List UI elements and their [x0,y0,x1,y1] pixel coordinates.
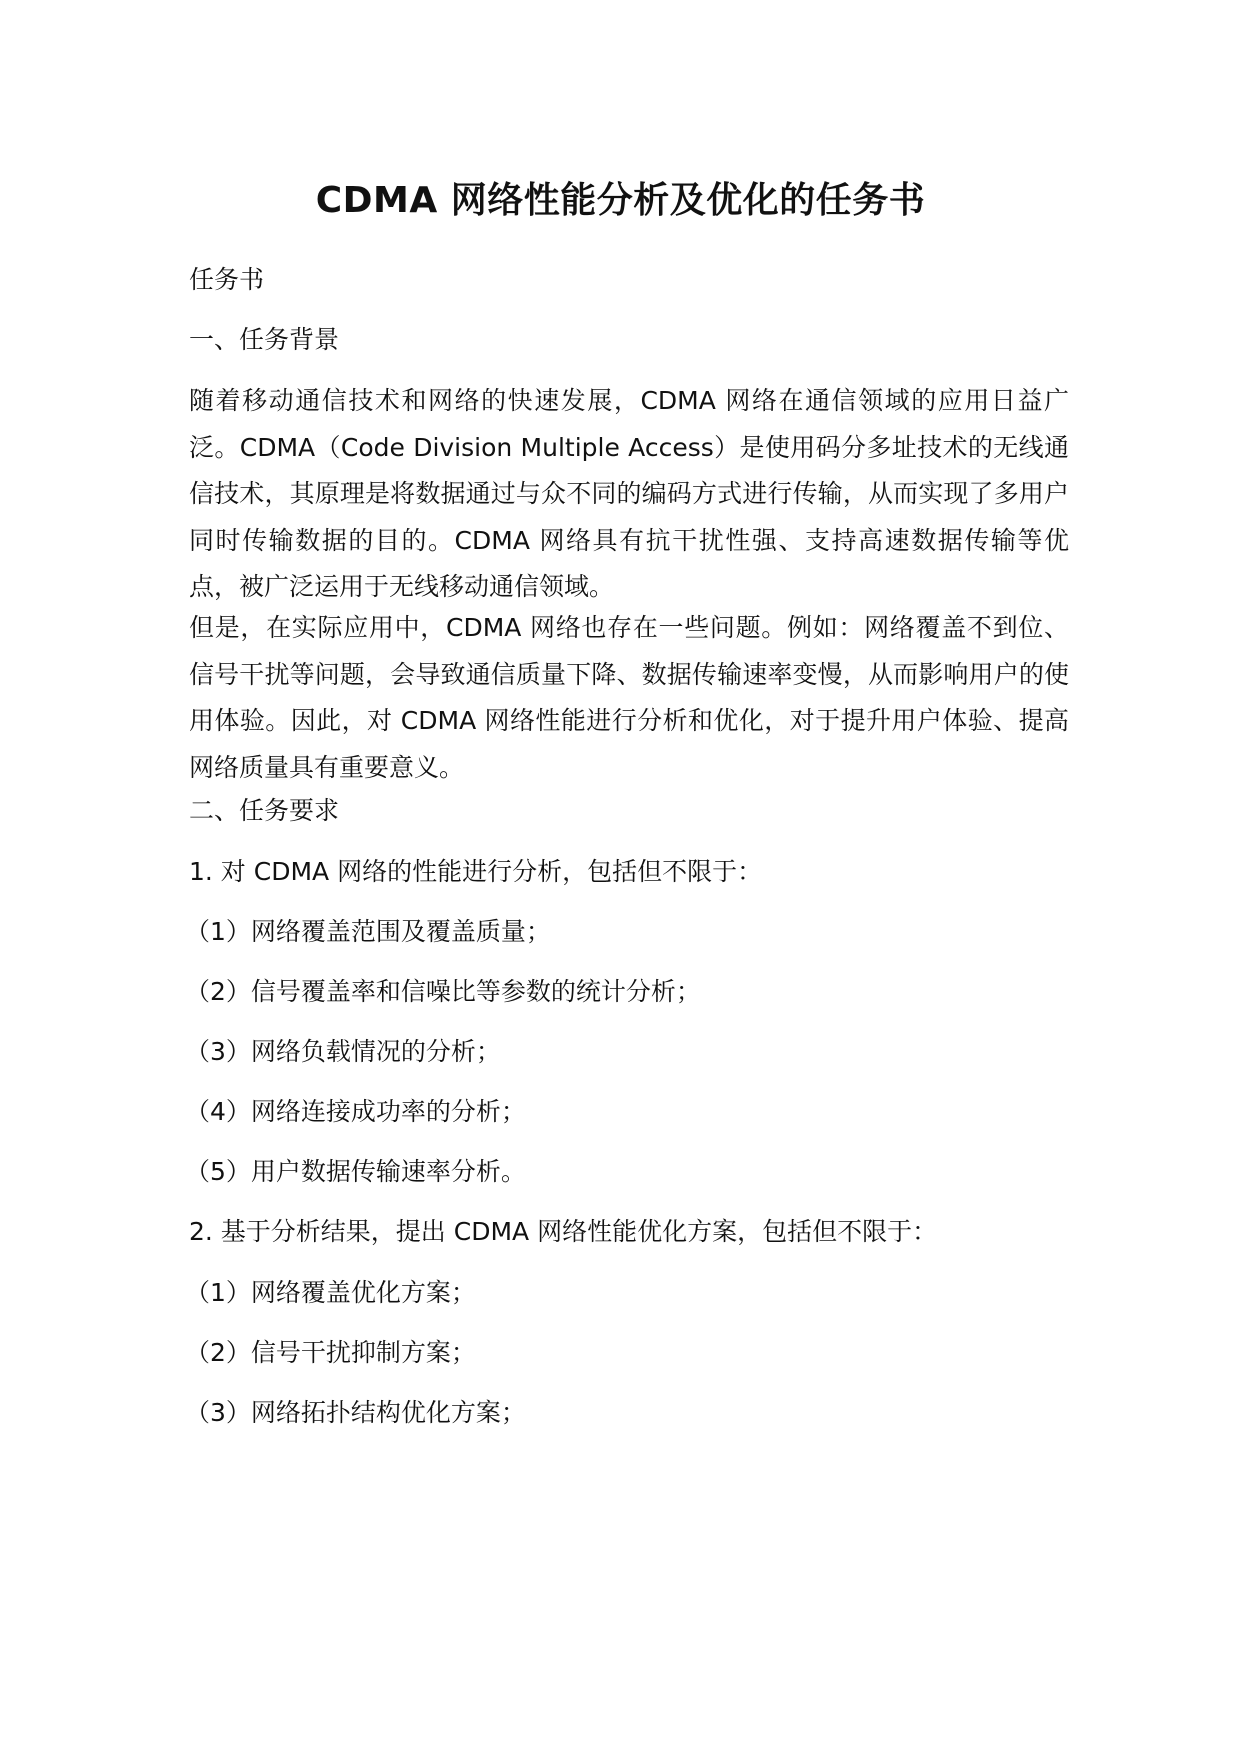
requirement-1-item: （4）网络连接成功率的分析； [185,1097,526,1126]
section-heading-requirements: 二、任务要求 [189,796,340,825]
section-heading-background: 一、任务背景 [189,325,340,354]
background-paragraph-1: 随着移动通信技术和网络的快速发展，CDMA 网络在通信领域的应用日益广泛。CDMA（Code Division Multiple Access）是使用码分多址技术的无线通信技术，其原理是将数据通过与众不同的编码方式进行传输，从而实现了多用户同时传输数据的目的。CDMA 网络具有抗干扰性强、支持高速数据传输等优点，被广泛运用于无线移动通信领域。 [189,386,1069,601]
requirement-1-item: （3）网络负载情况的分析； [185,1037,501,1066]
requirement-2-item: （2）信号干扰抑制方案； [185,1338,476,1367]
requirement-2-item: （3）网络拓扑结构优化方案； [185,1398,526,1427]
requirement-1-item: （1）网络覆盖范围及覆盖质量； [185,917,551,946]
requirement-2-item: （1）网络覆盖优化方案； [185,1278,476,1307]
requirement-2: 2. 基于分析结果，提出 CDMA 网络性能优化方案，包括但不限于： [189,1217,938,1246]
requirement-1-item: （2）信号覆盖率和信噪比等参数的统计分析； [185,977,701,1006]
requirement-1: 1. 对 CDMA 网络的性能进行分析，包括但不限于： [189,857,763,886]
requirement-1-item: （5）用户数据传输速率分析。 [185,1157,526,1186]
doc-label: 任务书 [189,265,265,294]
background-paragraph-2: 但是，在实际应用中，CDMA 网络也存在一些问题。例如：网络覆盖不到位、信号干扰等问题，会导致通信质量下降、数据传输速率变慢，从而影响用户的使用体验。因此，对 CDMA 网络性能进行分析和优化，对于提升用户体验、提高网络质量具有重要意义。 [189,613,1069,782]
document-title: CDMA 网络性能分析及优化的任务书 [315,180,926,221]
